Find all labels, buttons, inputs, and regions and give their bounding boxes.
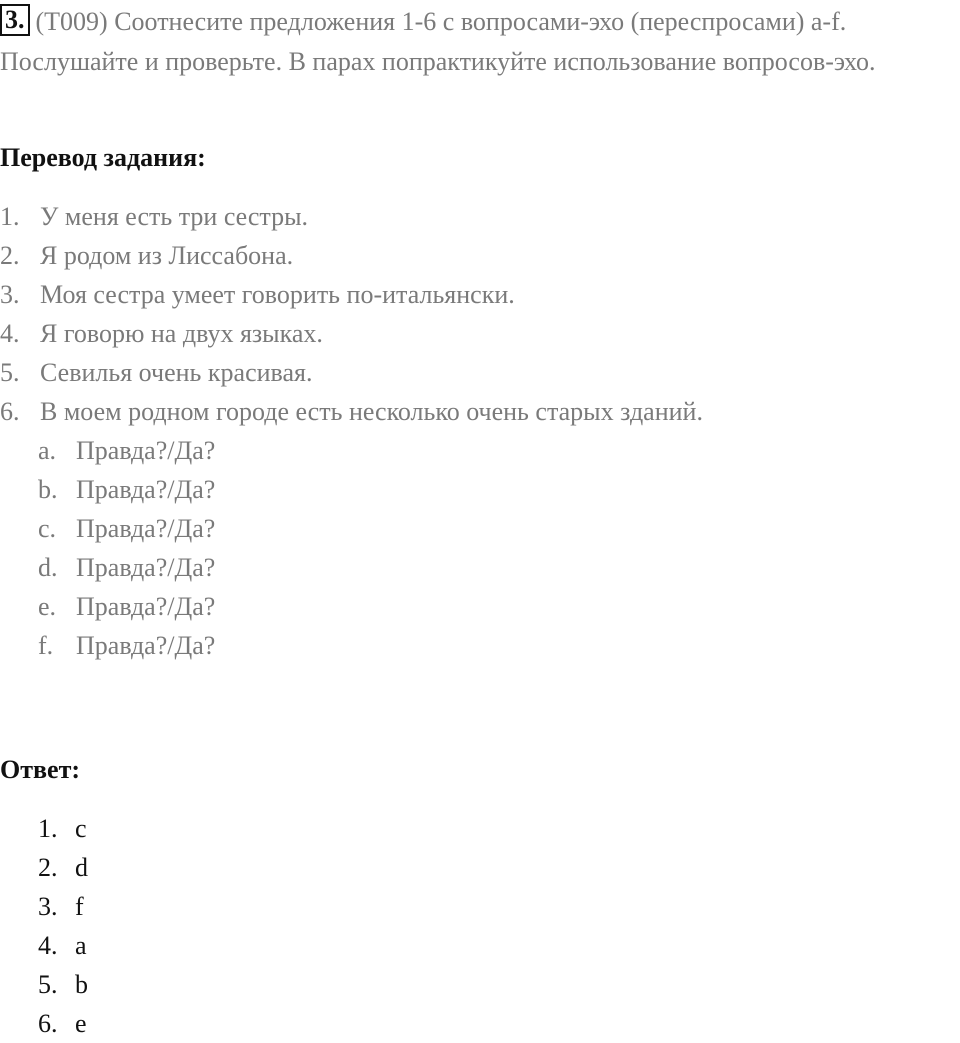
list-item	[38, 431, 215, 470]
item-number: 3.	[0, 280, 20, 309]
item-text: Я родом из Лиссабона.	[40, 241, 294, 270]
item-text: e	[75, 1009, 87, 1038]
list-item	[38, 926, 88, 965]
item-text: f	[75, 892, 84, 921]
echo-question-list	[38, 431, 215, 665]
item-number: 3.	[38, 892, 58, 921]
list-item	[38, 965, 88, 1004]
item-number: 6.	[0, 397, 20, 426]
item-text: d	[75, 853, 88, 882]
item-letter: f.	[38, 631, 54, 660]
list-item	[38, 626, 215, 665]
item-text: c	[75, 814, 87, 843]
list-item	[38, 587, 215, 626]
item-number: 4.	[38, 931, 58, 960]
list-item	[0, 353, 703, 392]
item-number: 1.	[0, 202, 20, 231]
item-text: Правда?/Да?	[76, 514, 216, 543]
item-number: 6.	[38, 1009, 58, 1038]
item-number: 4.	[0, 319, 20, 348]
task-text: (T009) Соотнесите предложения 1-6 с вопросами-эхо (переспросами) a-f. Послушайте и проверьте. В парах попрактикуйте использование вопросов-эхо.	[0, 7, 876, 76]
item-text: Правда?/Да?	[76, 553, 216, 582]
list-item	[0, 392, 703, 431]
list-item	[38, 1004, 88, 1043]
item-text: В моем родном городе есть несколько очень старых зданий.	[40, 397, 703, 426]
item-text: b	[75, 970, 88, 999]
answer-heading: Ответ:	[0, 755, 81, 784]
item-letter: d.	[38, 553, 58, 582]
list-item	[0, 236, 703, 275]
list-item	[38, 509, 215, 548]
item-text: Правда?/Да?	[76, 631, 216, 660]
item-text: Моя сестра умеет говорить по-итальянски.	[40, 280, 515, 309]
item-letter: b.	[38, 475, 58, 504]
list-item	[38, 848, 88, 887]
sentence-list	[0, 197, 703, 431]
list-item	[0, 314, 703, 353]
item-number: 1.	[38, 814, 58, 843]
item-text: У меня есть три сестры.	[40, 202, 309, 231]
list-item	[38, 809, 88, 848]
item-text: a	[75, 931, 87, 960]
translation-heading: Перевод задания:	[0, 143, 206, 172]
item-text: Я говорю на двух языках.	[40, 319, 323, 348]
item-number: 5.	[0, 358, 20, 387]
item-letter: c.	[38, 514, 57, 543]
item-number: 5.	[38, 970, 58, 999]
item-text: Правда?/Да?	[76, 592, 216, 621]
task-instruction	[0, 2, 955, 82]
item-text: Севилья очень красивая.	[40, 358, 313, 387]
item-letter: a.	[38, 436, 57, 465]
answer-list	[38, 809, 88, 1043]
list-item	[38, 548, 215, 587]
list-item	[0, 197, 703, 236]
list-item	[38, 887, 88, 926]
item-text: Правда?/Да?	[76, 436, 216, 465]
item-number: 2.	[38, 853, 58, 882]
item-number: 2.	[0, 241, 20, 270]
item-text: Правда?/Да?	[76, 475, 216, 504]
list-item	[0, 275, 703, 314]
list-item	[38, 470, 215, 509]
task-number-box: 3.	[0, 4, 30, 36]
item-letter: e.	[38, 592, 57, 621]
